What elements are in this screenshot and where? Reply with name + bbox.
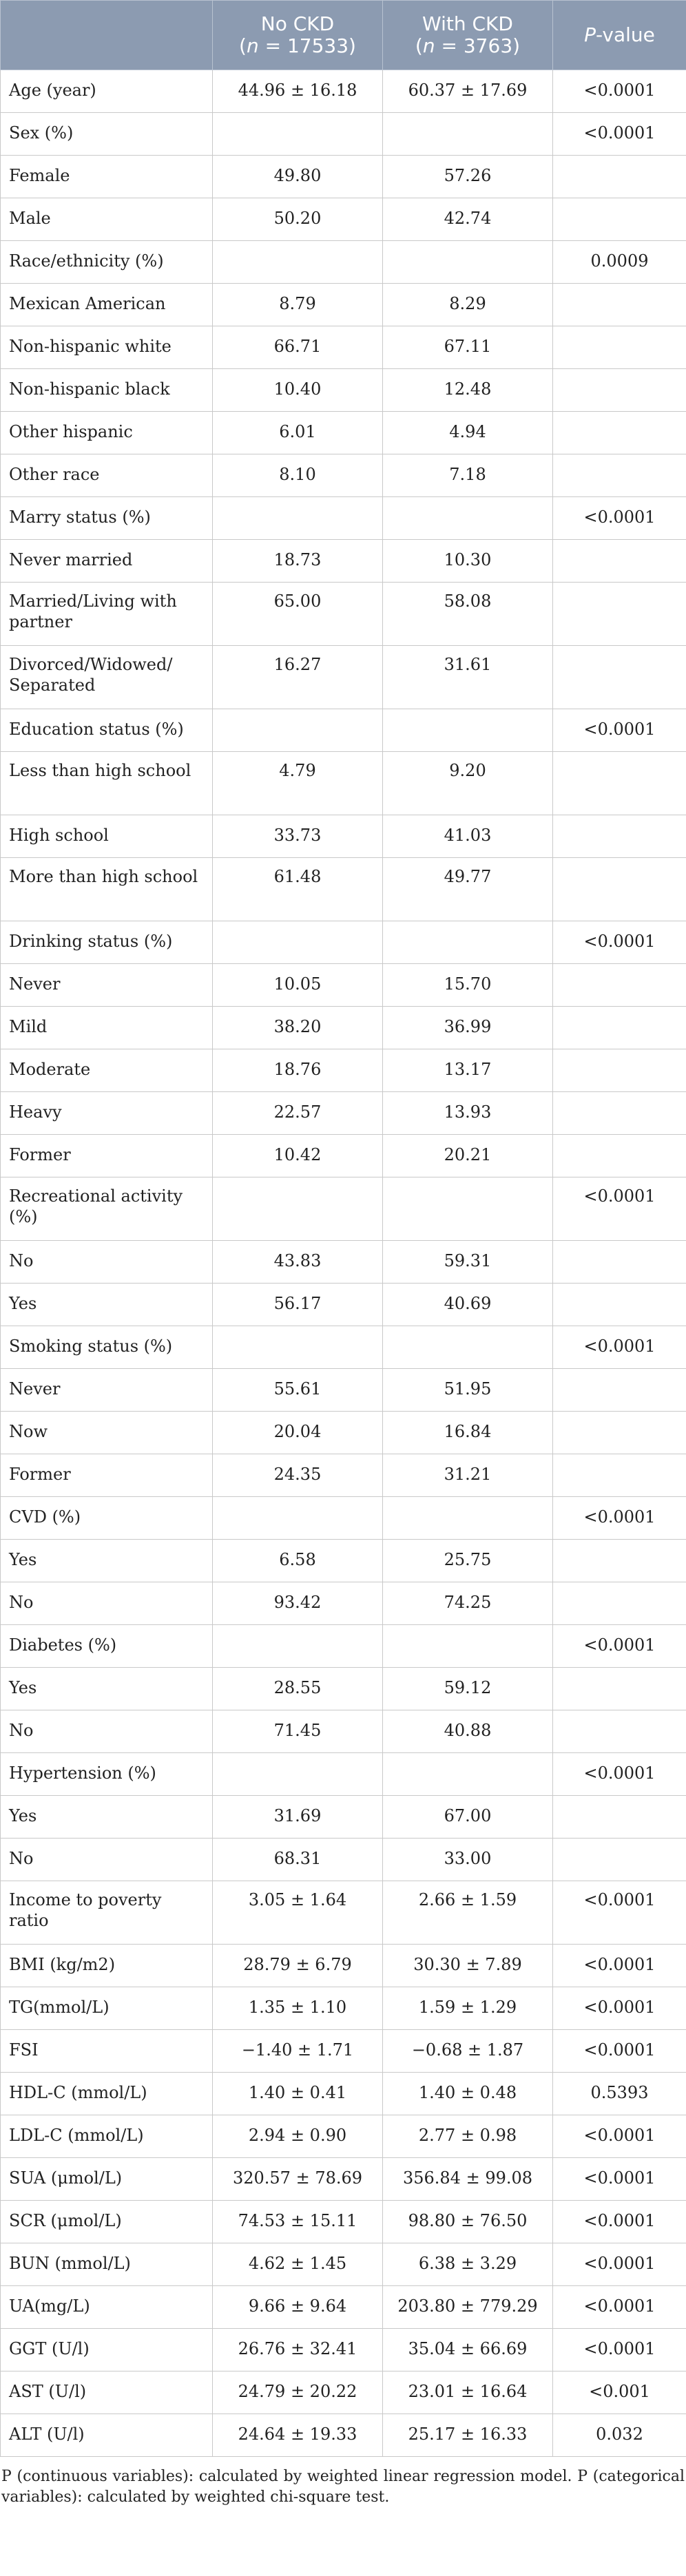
cell-no-ckd: 55.61 xyxy=(213,1369,383,1412)
cell-p-value xyxy=(553,412,686,454)
cell-p-value xyxy=(553,1241,686,1284)
cell-no-ckd: 10.42 xyxy=(213,1135,383,1177)
cell-no-ckd: 18.76 xyxy=(213,1049,383,1092)
cell-no-ckd: 74.53 ± 15.11 xyxy=(213,2201,383,2243)
row-label: Moderate xyxy=(1,1049,213,1092)
cell-with-ckd: 20.21 xyxy=(383,1135,553,1177)
cell-no-ckd: 8.79 xyxy=(213,284,383,326)
table-row xyxy=(1,241,686,284)
cell-with-ckd: 31.21 xyxy=(383,1454,553,1497)
table-row xyxy=(1,284,686,326)
table-row xyxy=(1,454,686,497)
cell-with-ckd xyxy=(383,709,553,752)
cell-no-ckd xyxy=(213,921,383,964)
cell-no-ckd: 24.79 ± 20.22 xyxy=(213,2371,383,2414)
table-row xyxy=(1,326,686,369)
table-row xyxy=(1,583,686,646)
cell-with-ckd: 23.01 ± 16.64 xyxy=(383,2371,553,2414)
cell-p-value xyxy=(553,1540,686,1582)
cell-with-ckd: 31.61 xyxy=(383,646,553,709)
cell-with-ckd xyxy=(383,1326,553,1369)
row-label: Marry status (%) xyxy=(1,497,213,540)
cell-p-value xyxy=(553,284,686,326)
table-row xyxy=(1,1007,686,1049)
row-label: AST (U/l) xyxy=(1,2371,213,2414)
cell-with-ckd: 10.30 xyxy=(383,540,553,583)
table-row xyxy=(1,70,686,113)
cell-with-ckd: 59.31 xyxy=(383,1241,553,1284)
cell-with-ckd: 59.12 xyxy=(383,1668,553,1710)
cell-with-ckd xyxy=(383,1497,553,1540)
cell-p-value: <0.0001 xyxy=(553,1326,686,1369)
cell-p-value: <0.0001 xyxy=(553,2201,686,2243)
cell-no-ckd: 4.62 ± 1.45 xyxy=(213,2243,383,2286)
cell-with-ckd: 6.38 ± 3.29 xyxy=(383,2243,553,2286)
cell-with-ckd: 74.25 xyxy=(383,1582,553,1625)
row-label: Never xyxy=(1,1369,213,1412)
cell-no-ckd: 28.55 xyxy=(213,1668,383,1710)
cell-no-ckd xyxy=(213,1753,383,1796)
table-row xyxy=(1,2329,686,2371)
table-row xyxy=(1,1839,686,1881)
cell-p-value xyxy=(553,1796,686,1839)
cell-p-value xyxy=(553,964,686,1007)
cell-no-ckd: 26.76 ± 32.41 xyxy=(213,2329,383,2371)
cell-with-ckd: 40.88 xyxy=(383,1710,553,1753)
row-label: Heavy xyxy=(1,1092,213,1135)
table-row xyxy=(1,2115,686,2158)
cell-with-ckd: 41.03 xyxy=(383,815,553,858)
cell-with-ckd: 58.08 xyxy=(383,583,553,646)
row-label: Never married xyxy=(1,540,213,583)
row-label: Yes xyxy=(1,1540,213,1582)
cell-p-value: <0.0001 xyxy=(553,497,686,540)
cell-with-ckd xyxy=(383,921,553,964)
cell-no-ckd xyxy=(213,1625,383,1668)
header-no-ckd: No CKD (n = 17533) xyxy=(213,1,383,70)
row-label: Other hispanic xyxy=(1,412,213,454)
row-label: Male xyxy=(1,198,213,241)
table-row xyxy=(1,540,686,583)
row-label: Mexican American xyxy=(1,284,213,326)
cell-no-ckd xyxy=(213,241,383,284)
cell-p-value xyxy=(553,156,686,198)
cell-no-ckd: 3.05 ± 1.64 xyxy=(213,1881,383,1945)
table-row xyxy=(1,964,686,1007)
table-row xyxy=(1,1625,686,1668)
cell-with-ckd: 35.04 ± 66.69 xyxy=(383,2329,553,2371)
cell-p-value: <0.0001 xyxy=(553,709,686,752)
cell-no-ckd: 9.66 ± 9.64 xyxy=(213,2286,383,2329)
cell-p-value: 0.032 xyxy=(553,2414,686,2457)
cell-p-value xyxy=(553,1454,686,1497)
row-label: No xyxy=(1,1710,213,1753)
cell-p-value xyxy=(553,752,686,815)
cell-p-value: <0.0001 xyxy=(553,1987,686,2030)
table-row xyxy=(1,1241,686,1284)
cell-p-value: <0.0001 xyxy=(553,1177,686,1241)
row-label: SUA (μmol/L) xyxy=(1,2158,213,2201)
cell-no-ckd: 49.80 xyxy=(213,156,383,198)
cell-with-ckd: 67.00 xyxy=(383,1796,553,1839)
cell-with-ckd: 356.84 ± 99.08 xyxy=(383,2158,553,2201)
cell-p-value xyxy=(553,1412,686,1454)
table-row xyxy=(1,1945,686,1987)
cell-p-value xyxy=(553,583,686,646)
cell-p-value: <0.0001 xyxy=(553,2243,686,2286)
cell-p-value xyxy=(553,1668,686,1710)
cell-no-ckd: 4.79 xyxy=(213,752,383,815)
cell-no-ckd xyxy=(213,709,383,752)
cell-p-value xyxy=(553,540,686,583)
table-row xyxy=(1,709,686,752)
row-label: Non-hispanic white xyxy=(1,326,213,369)
cell-no-ckd xyxy=(213,497,383,540)
table-row xyxy=(1,2414,686,2457)
cell-no-ckd: 24.35 xyxy=(213,1454,383,1497)
row-label: HDL-C (mmol/L) xyxy=(1,2073,213,2115)
table-row xyxy=(1,1369,686,1412)
cell-with-ckd: 15.70 xyxy=(383,964,553,1007)
cell-p-value xyxy=(553,1582,686,1625)
row-label: Never xyxy=(1,964,213,1007)
table-footnote: P (continuous variables): calculated by weighted linear regression model. P (categorical variables): calculated by weighted chi-square test. xyxy=(1,2468,685,2506)
cell-no-ckd xyxy=(213,1177,383,1241)
row-label: Income to poverty ratio xyxy=(1,1881,213,1945)
row-label: Yes xyxy=(1,1284,213,1326)
row-label: Former xyxy=(1,1135,213,1177)
cell-with-ckd xyxy=(383,241,553,284)
header-variable xyxy=(1,1,213,70)
cell-with-ckd: 60.37 ± 17.69 xyxy=(383,70,553,113)
cell-no-ckd: 68.31 xyxy=(213,1839,383,1881)
row-label: Former xyxy=(1,1454,213,1497)
cell-p-value: 0.5393 xyxy=(553,2073,686,2115)
cell-p-value: <0.0001 xyxy=(553,2030,686,2073)
cell-no-ckd: 6.58 xyxy=(213,1540,383,1582)
cell-no-ckd: 8.10 xyxy=(213,454,383,497)
table-row xyxy=(1,156,686,198)
cell-with-ckd: 67.11 xyxy=(383,326,553,369)
cell-no-ckd: 6.01 xyxy=(213,412,383,454)
cell-with-ckd: 2.77 ± 0.98 xyxy=(383,2115,553,2158)
cell-with-ckd xyxy=(383,1625,553,1668)
row-label: Hypertension (%) xyxy=(1,1753,213,1796)
table-row xyxy=(1,858,686,921)
table-row xyxy=(1,1881,686,1945)
cell-no-ckd: 38.20 xyxy=(213,1007,383,1049)
cell-no-ckd: 1.35 ± 1.10 xyxy=(213,1987,383,2030)
cell-no-ckd: 43.83 xyxy=(213,1241,383,1284)
table-row xyxy=(1,1326,686,1369)
table-row xyxy=(1,113,686,156)
table-row xyxy=(1,2371,686,2414)
row-label: Education status (%) xyxy=(1,709,213,752)
table-row xyxy=(1,815,686,858)
cell-with-ckd xyxy=(383,1753,553,1796)
table-body xyxy=(1,70,686,2457)
table-row xyxy=(1,497,686,540)
cell-no-ckd: 44.96 ± 16.18 xyxy=(213,70,383,113)
cell-with-ckd: 1.40 ± 0.48 xyxy=(383,2073,553,2115)
cell-no-ckd: 33.73 xyxy=(213,815,383,858)
cell-p-value: <0.0001 xyxy=(553,2115,686,2158)
cell-with-ckd: −0.68 ± 1.87 xyxy=(383,2030,553,2073)
table-row xyxy=(1,1796,686,1839)
row-label: More than high school xyxy=(1,858,213,921)
cell-with-ckd: 2.66 ± 1.59 xyxy=(383,1881,553,1945)
table-row xyxy=(1,1177,686,1241)
cell-no-ckd: 24.64 ± 19.33 xyxy=(213,2414,383,2457)
row-label: UA(mg/L) xyxy=(1,2286,213,2329)
cell-no-ckd: 1.40 ± 0.41 xyxy=(213,2073,383,2115)
table-row xyxy=(1,2158,686,2201)
cell-p-value: <0.0001 xyxy=(553,70,686,113)
cell-no-ckd: 2.94 ± 0.90 xyxy=(213,2115,383,2158)
cell-p-value xyxy=(553,369,686,412)
cell-no-ckd xyxy=(213,1326,383,1369)
row-label: GGT (U/l) xyxy=(1,2329,213,2371)
row-label: Diabetes (%) xyxy=(1,1625,213,1668)
row-label: Recreational activity (%) xyxy=(1,1177,213,1241)
cell-with-ckd: 13.17 xyxy=(383,1049,553,1092)
row-label: No xyxy=(1,1582,213,1625)
header-p-value: P-value xyxy=(553,1,686,70)
cell-no-ckd: 56.17 xyxy=(213,1284,383,1326)
table-row xyxy=(1,1049,686,1092)
row-label: Sex (%) xyxy=(1,113,213,156)
cell-with-ckd: 7.18 xyxy=(383,454,553,497)
table-row xyxy=(1,198,686,241)
cell-with-ckd: 49.77 xyxy=(383,858,553,921)
cell-p-value xyxy=(553,454,686,497)
row-label: Mild xyxy=(1,1007,213,1049)
cell-p-value: <0.001 xyxy=(553,2371,686,2414)
row-label: Yes xyxy=(1,1668,213,1710)
cell-p-value: <0.0001 xyxy=(553,1497,686,1540)
cell-no-ckd: 65.00 xyxy=(213,583,383,646)
cell-p-value: <0.0001 xyxy=(553,921,686,964)
table-row xyxy=(1,1540,686,1582)
row-label: Drinking status (%) xyxy=(1,921,213,964)
row-label: High school xyxy=(1,815,213,858)
cell-no-ckd: −1.40 ± 1.71 xyxy=(213,2030,383,2073)
table-row xyxy=(1,369,686,412)
row-label: Smoking status (%) xyxy=(1,1326,213,1369)
table-row xyxy=(1,1582,686,1625)
cell-with-ckd: 30.30 ± 7.89 xyxy=(383,1945,553,1987)
cell-no-ckd: 50.20 xyxy=(213,198,383,241)
row-label: Now xyxy=(1,1412,213,1454)
row-label: No xyxy=(1,1839,213,1881)
cell-no-ckd: 71.45 xyxy=(213,1710,383,1753)
cell-p-value: <0.0001 xyxy=(553,1881,686,1945)
table-row xyxy=(1,2201,686,2243)
row-label: LDL-C (mmol/L) xyxy=(1,2115,213,2158)
cell-no-ckd: 66.71 xyxy=(213,326,383,369)
table-row xyxy=(1,1284,686,1326)
row-label: SCR (μmol/L) xyxy=(1,2201,213,2243)
table-row xyxy=(1,752,686,815)
table-row xyxy=(1,1092,686,1135)
cell-with-ckd xyxy=(383,113,553,156)
cell-with-ckd: 42.74 xyxy=(383,198,553,241)
cell-p-value xyxy=(553,815,686,858)
table-row xyxy=(1,1412,686,1454)
row-label: Race/ethnicity (%) xyxy=(1,241,213,284)
cell-p-value: <0.0001 xyxy=(553,1753,686,1796)
cell-p-value xyxy=(553,1007,686,1049)
row-label: Divorced/Widowed/ Separated xyxy=(1,646,213,709)
row-label: TG(mmol/L) xyxy=(1,1987,213,2030)
table-row xyxy=(1,921,686,964)
cell-p-value xyxy=(553,1092,686,1135)
cell-p-value xyxy=(553,198,686,241)
cell-no-ckd: 61.48 xyxy=(213,858,383,921)
table-row xyxy=(1,412,686,454)
table-row xyxy=(1,1497,686,1540)
cell-p-value xyxy=(553,1839,686,1881)
cell-no-ckd: 16.27 xyxy=(213,646,383,709)
cell-no-ckd: 20.04 xyxy=(213,1412,383,1454)
table-row xyxy=(1,2073,686,2115)
cell-p-value xyxy=(553,326,686,369)
cell-with-ckd: 36.99 xyxy=(383,1007,553,1049)
cell-no-ckd: 28.79 ± 6.79 xyxy=(213,1945,383,1987)
cell-p-value xyxy=(553,1369,686,1412)
cell-with-ckd: 57.26 xyxy=(383,156,553,198)
cell-no-ckd xyxy=(213,1497,383,1540)
cell-p-value xyxy=(553,1135,686,1177)
table-row xyxy=(1,1135,686,1177)
row-label: Other race xyxy=(1,454,213,497)
cell-with-ckd: 98.80 ± 76.50 xyxy=(383,2201,553,2243)
cell-with-ckd: 13.93 xyxy=(383,1092,553,1135)
cell-p-value: 0.0009 xyxy=(553,241,686,284)
cell-p-value xyxy=(553,646,686,709)
cell-with-ckd: 8.29 xyxy=(383,284,553,326)
table-row xyxy=(1,1710,686,1753)
cell-with-ckd: 40.69 xyxy=(383,1284,553,1326)
cell-p-value: <0.0001 xyxy=(553,2158,686,2201)
row-label: Non-hispanic black xyxy=(1,369,213,412)
cell-no-ckd: 10.05 xyxy=(213,964,383,1007)
row-label: ALT (U/l) xyxy=(1,2414,213,2457)
cell-no-ckd: 22.57 xyxy=(213,1092,383,1135)
cell-p-value xyxy=(553,1284,686,1326)
row-label: Age (year) xyxy=(1,70,213,113)
cell-no-ckd xyxy=(213,113,383,156)
table-row xyxy=(1,1454,686,1497)
header-with-ckd: With CKD (n = 3763) xyxy=(383,1,553,70)
cell-with-ckd: 203.80 ± 779.29 xyxy=(383,2286,553,2329)
cell-with-ckd: 16.84 xyxy=(383,1412,553,1454)
cell-p-value: <0.0001 xyxy=(553,1625,686,1668)
table-row xyxy=(1,1753,686,1796)
cell-no-ckd: 320.57 ± 78.69 xyxy=(213,2158,383,2201)
row-label: Less than high school xyxy=(1,752,213,815)
row-label: Female xyxy=(1,156,213,198)
row-label: CVD (%) xyxy=(1,1497,213,1540)
cell-no-ckd: 93.42 xyxy=(213,1582,383,1625)
cell-with-ckd xyxy=(383,1177,553,1241)
cell-with-ckd: 51.95 xyxy=(383,1369,553,1412)
row-label: Yes xyxy=(1,1796,213,1839)
table-row xyxy=(1,1987,686,2030)
cell-with-ckd: 25.17 ± 16.33 xyxy=(383,2414,553,2457)
table-row xyxy=(1,646,686,709)
table-row xyxy=(1,2286,686,2329)
cell-p-value xyxy=(553,1049,686,1092)
cell-no-ckd: 31.69 xyxy=(213,1796,383,1839)
row-label: FSI xyxy=(1,2030,213,2073)
cell-with-ckd: 4.94 xyxy=(383,412,553,454)
cell-with-ckd xyxy=(383,497,553,540)
cell-no-ckd: 10.40 xyxy=(213,369,383,412)
table-row xyxy=(1,2030,686,2073)
cell-with-ckd: 25.75 xyxy=(383,1540,553,1582)
cell-with-ckd: 1.59 ± 1.29 xyxy=(383,1987,553,2030)
cell-p-value: <0.0001 xyxy=(553,2286,686,2329)
table-row xyxy=(1,2243,686,2286)
cell-p-value xyxy=(553,1710,686,1753)
cell-p-value: <0.0001 xyxy=(553,1945,686,1987)
cell-p-value xyxy=(553,858,686,921)
table-header-row xyxy=(1,1,686,70)
cell-with-ckd: 9.20 xyxy=(383,752,553,815)
row-label: BUN (mmol/L) xyxy=(1,2243,213,2286)
cell-no-ckd: 18.73 xyxy=(213,540,383,583)
cell-p-value: <0.0001 xyxy=(553,2329,686,2371)
row-label: Married/Living with partner xyxy=(1,583,213,646)
table-row xyxy=(1,1668,686,1710)
cell-p-value: <0.0001 xyxy=(553,113,686,156)
row-label: BMI (kg/m2) xyxy=(1,1945,213,1987)
cell-with-ckd: 33.00 xyxy=(383,1839,553,1881)
cell-with-ckd: 12.48 xyxy=(383,369,553,412)
row-label: No xyxy=(1,1241,213,1284)
